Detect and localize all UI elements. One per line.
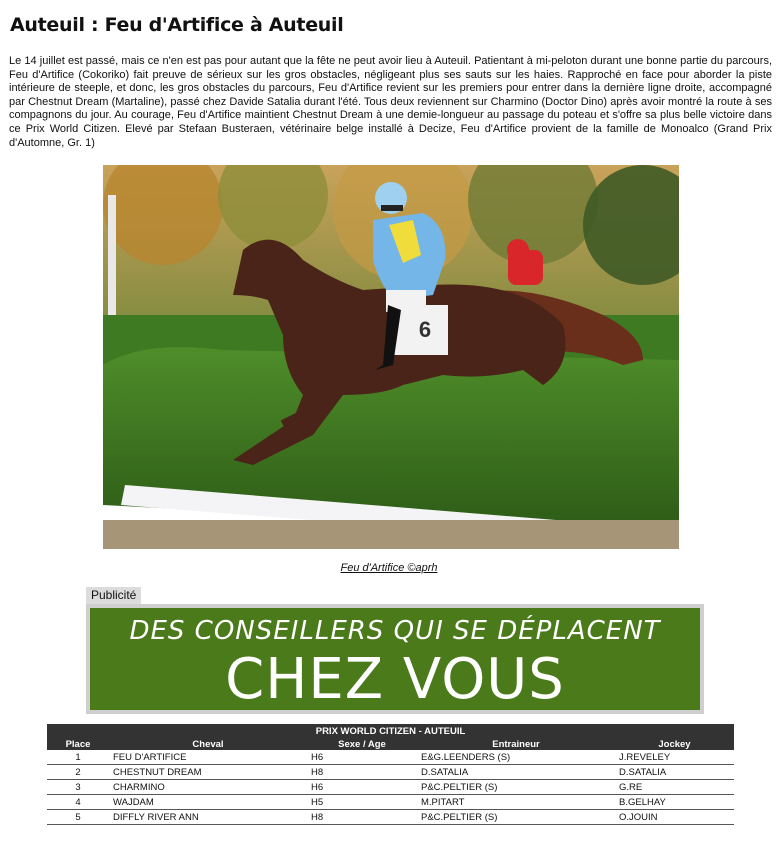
photo-caption[interactable]: Feu d'Artifice ©aprh: [340, 562, 438, 574]
cell-horse: FEU D'ARTIFICE: [109, 750, 307, 765]
race-photo: [103, 165, 679, 549]
cell-trainer: P&C.PELTIER (S): [417, 810, 615, 825]
results-caption: PRIX WORLD CITIZEN - AUTEUIL: [47, 724, 734, 738]
article-intro: Le 14 juillet est passé, mais ce n'en est pas pour autant que la fête ne peut avoir lieu à Auteuil. Patientant à mi-peloton durant une bonne partie du parcours, Feu d'Artifice (Cokoriko) fait preuve de sérieux sur les gros obstacles, négligeant plus ses sauts sur les haies. Rapproché en face pour aborder la piste intérieure de steeple, et donc, les gros obstacles du parcours, Feu d'Artifice revient sur les premiers pour entrer dans la dernière ligne droite, accompagné par Chestnut Dream (Martaline), passé chez Davide Satalia durant l'été. Tous deux reviennent sur Charmino (Doctor Dino) après avoir montré la route à ses compagnons du jour. Au courage, Feu d'Artifice maintient Chestnut Dream à une demie-longueur au passage du poteau et s'offre sa plus belle victoire dans ce Prix World Citizen. Elevé par Stefaan Busteraen, vétérinaire belge installé à Decize, Feu d'Artifice provient de la famille de Monoalco (Grand Prix d'Automne, Gr. 1): [9, 55, 772, 149]
cell-sex-age: H6: [307, 750, 417, 765]
results-table: [47, 724, 734, 825]
cell-sex-age: H8: [307, 765, 417, 780]
cell-jockey: G.RE: [615, 780, 734, 795]
cell-place: 2: [47, 765, 109, 780]
cell-trainer: P&C.PELTIER (S): [417, 780, 615, 795]
cell-place: 3: [47, 780, 109, 795]
cell-sex-age: H8: [307, 810, 417, 825]
header-sex-age: Sexe / Age: [307, 738, 417, 750]
cell-jockey: D.SATALIA: [615, 765, 734, 780]
saddle-number: 6: [418, 317, 432, 342]
header-trainer: Entraineur: [417, 738, 615, 750]
cell-horse: DIFFLY RIVER ANN: [109, 810, 307, 825]
ad-headline: DES CONSEILLERS QUI SE DÉPLACENT: [129, 616, 661, 646]
header-horse: Cheval: [109, 738, 307, 750]
table-row: [47, 765, 734, 780]
ad-subheadline: CHEZ VOUS: [225, 647, 565, 712]
table-row: [47, 780, 734, 795]
cell-jockey: J.REVELEY: [615, 750, 734, 765]
cell-trainer: M.PITART: [417, 795, 615, 810]
table-row: [47, 795, 734, 810]
cell-jockey: O.JOUIN: [615, 810, 734, 825]
article-title: Auteuil : Feu d'Artifice à Auteuil: [10, 14, 344, 36]
white-pole: [108, 195, 116, 325]
cell-jockey: B.GELHAY: [615, 795, 734, 810]
table-row: [47, 750, 734, 765]
ad-label: Publicité: [86, 587, 141, 604]
cell-horse: CHARMINO: [109, 780, 307, 795]
cell-place: 4: [47, 795, 109, 810]
header-jockey: Jockey: [615, 738, 734, 750]
cell-horse: CHESTNUT DREAM: [109, 765, 307, 780]
cell-trainer: D.SATALIA: [417, 765, 615, 780]
cell-place: 5: [47, 810, 109, 825]
cell-sex-age: H6: [307, 780, 417, 795]
table-row: [47, 810, 734, 825]
cell-horse: WAJDAM: [109, 795, 307, 810]
cell-trainer: E&G.LEENDERS (S): [417, 750, 615, 765]
cell-place: 1: [47, 750, 109, 765]
cell-sex-age: H5: [307, 795, 417, 810]
header-place: Place: [47, 738, 109, 750]
ad-banner[interactable]: [86, 604, 704, 714]
